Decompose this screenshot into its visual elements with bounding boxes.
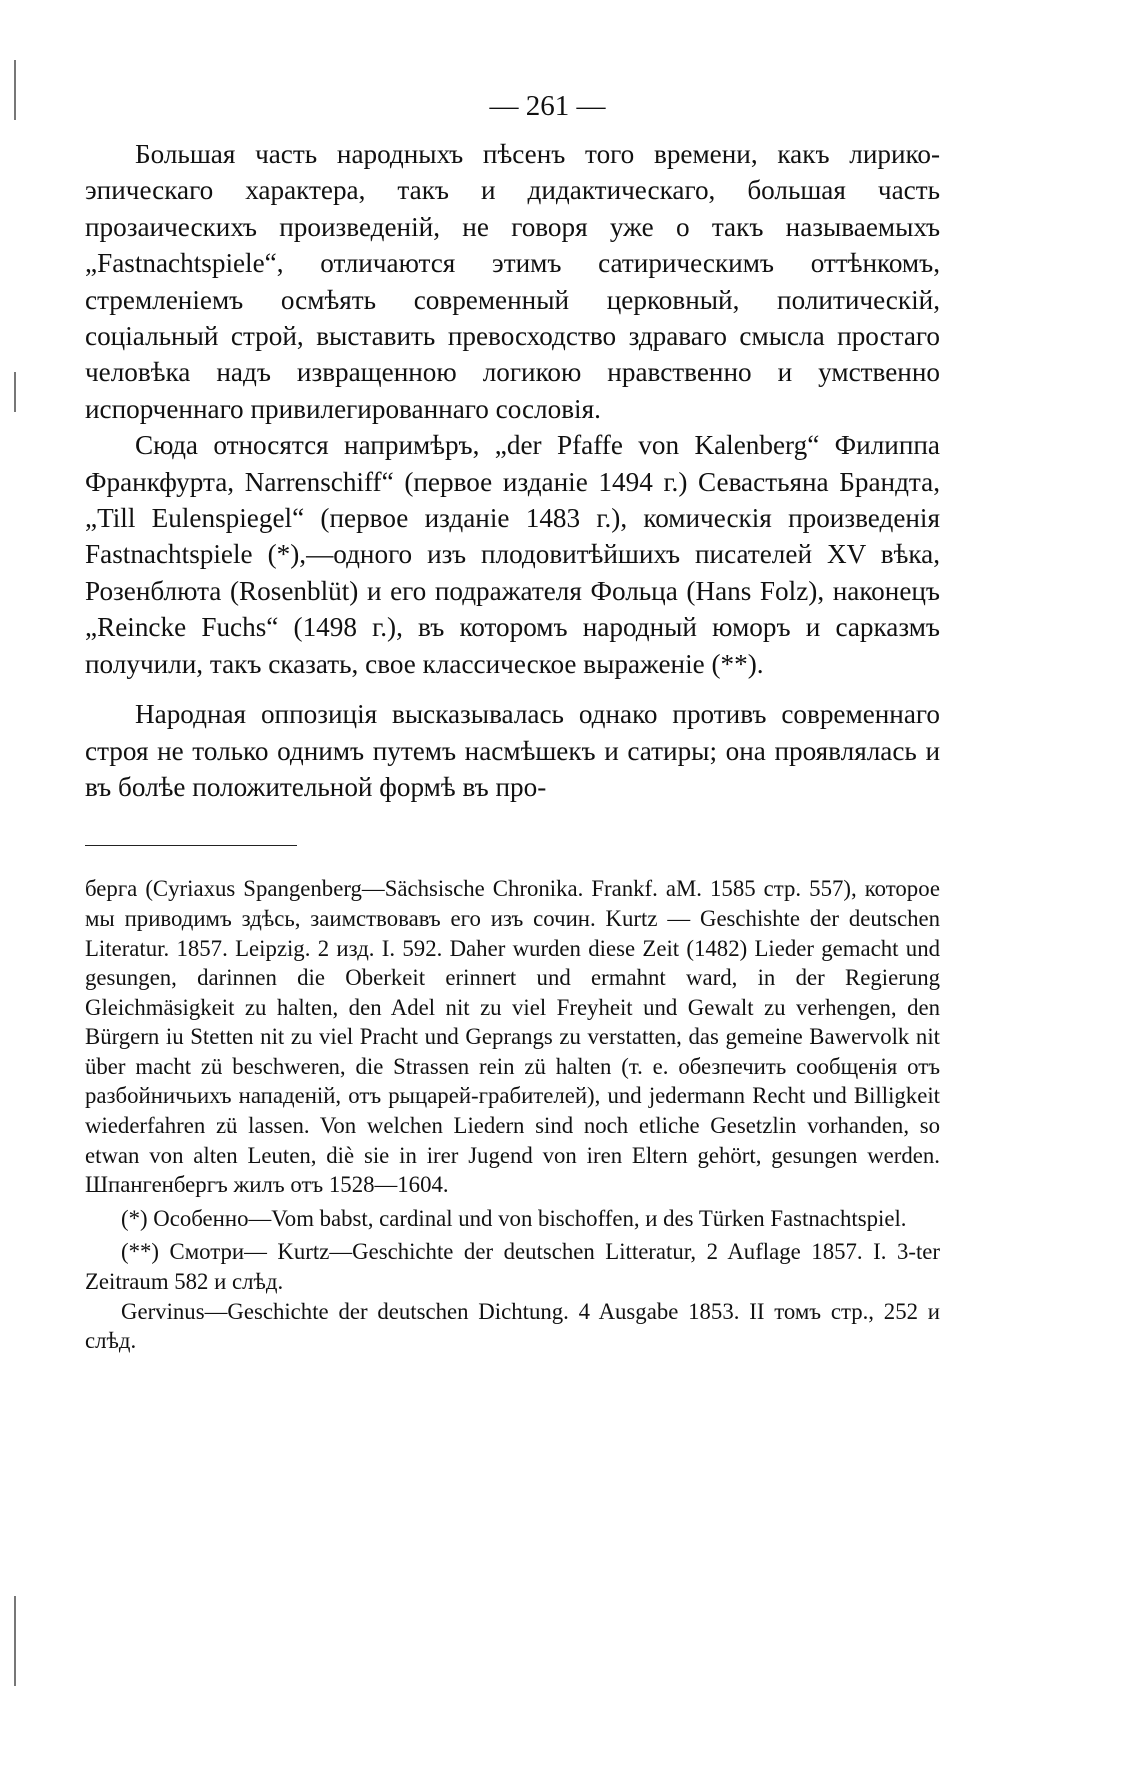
- footnote-double-star: (**) Смотри— Kurtz—Geschichte der deutschen Litteratur, 2 Auflage 1857. I. 3-ter Zeitraum 582 и слѣд.: [85, 1239, 940, 1295]
- body-text: [85, 136, 940, 805]
- margin-mark-top: [14, 60, 16, 120]
- footnote-gervinus: Gervinus—Geschichte der deutschen Dichtung. 4 Ausgabe 1853. II томъ стр., 252 и слѣд.: [85, 1298, 940, 1354]
- footnote-divider: [85, 845, 297, 846]
- paragraph-opposition: Народная оппозиція высказывалась однако противъ современнаго строя не только однимъ путемъ насмѣшекъ и сатиры; она проявлялась и въ болѣе положительной формѣ въ про-: [85, 699, 940, 802]
- paragraph-examples: Сюда относятся напримѣръ, „der Pfaffe von Kalenberg“ Филиппа Франкфурта, Narrenschiff“ (первое изданіе 1494 г.) Севастьяна Брандта, „Till Eulenspiegel“ (первое изданіе 1483 г.), комическія произведенія Fastnachtspiele (*),—одного изъ плодовитѣйшихъ писателей XV вѣка, Розенблюта (Rosenblüt) и его подражателя Фольца (Hans Folz), наконецъ „Reincke Fuchs“ (1498 г.), въ которомъ народный юморъ и сарказмъ получили, такъ сказать, свое классическое выраженіе (**).: [85, 430, 940, 679]
- footnotes: [85, 874, 940, 1356]
- document-page: [85, 86, 940, 1356]
- footnote-star: (*) Особенно—Vom babst, cardinal und von bischoffen, и des Türken Fastnachtspiel.: [121, 1205, 907, 1231]
- footnote-continuation: берга (Cyriaxus Spangenberg—Sächsische Chronika. Frankf. aM. 1585 стр. 557), которое мы приводимъ здѣсь, заимствовавъ его изъ сочин. Kurtz — Geschishte der deutschen Literatur. 1857. Leipzig. 2 изд. I. 592. Daher wurden diese Zeit (1482) Lieder gemacht und gesungen, darinnen die Oberkeit erinnert und ermahnt ward, in der Regierung Gleichmäsigkeit zu halten, den Adel nit zu viel Freyheit und Gewalt zu verhengen, den Bürgern iu Stetten nit zu viel Pracht und Geprangs zu verstatten, das gemeine Bawervolk nit über macht zü beschweren, die Strassen rein zü halten (т. е. обезпечить сообщенія отъ разбойничьихъ нападеній, отъ рыцарей-грабителей), und jedermann Recht und Billigkeit wiederfahren zü lassen. Von welchen Liedern sind noch etliche Gesetzlin vorhanden, so etwan von alten Leuten, diè sie in irer Jugend von iren Eltern gehört, gesungen werden. Шпангенбергъ жилъ отъ 1528—1604.: [85, 876, 940, 1198]
- page-number: — 261 —: [489, 90, 606, 122]
- margin-mark-upper: [14, 372, 16, 412]
- margin-mark-lower: [14, 1596, 16, 1686]
- paragraph-satirical-songs: Большая часть народныхъ пѣсенъ того времени, какъ лирико-эпическаго характера, такъ и дидактическаго, большая часть прозаическихъ произведеній, не говоря уже о такъ называемыхъ „Fastnachtspiele“, отличаются этимъ сатирическимъ оттѣнкомъ, стремленіемъ осмѣять современный церковный, политическій, соціальный строй, выставить превосходство здраваго смысла простаго человѣка надъ извращенною логикою нравственно и умственно испорченнаго привилегированнаго сословія.: [85, 139, 940, 424]
